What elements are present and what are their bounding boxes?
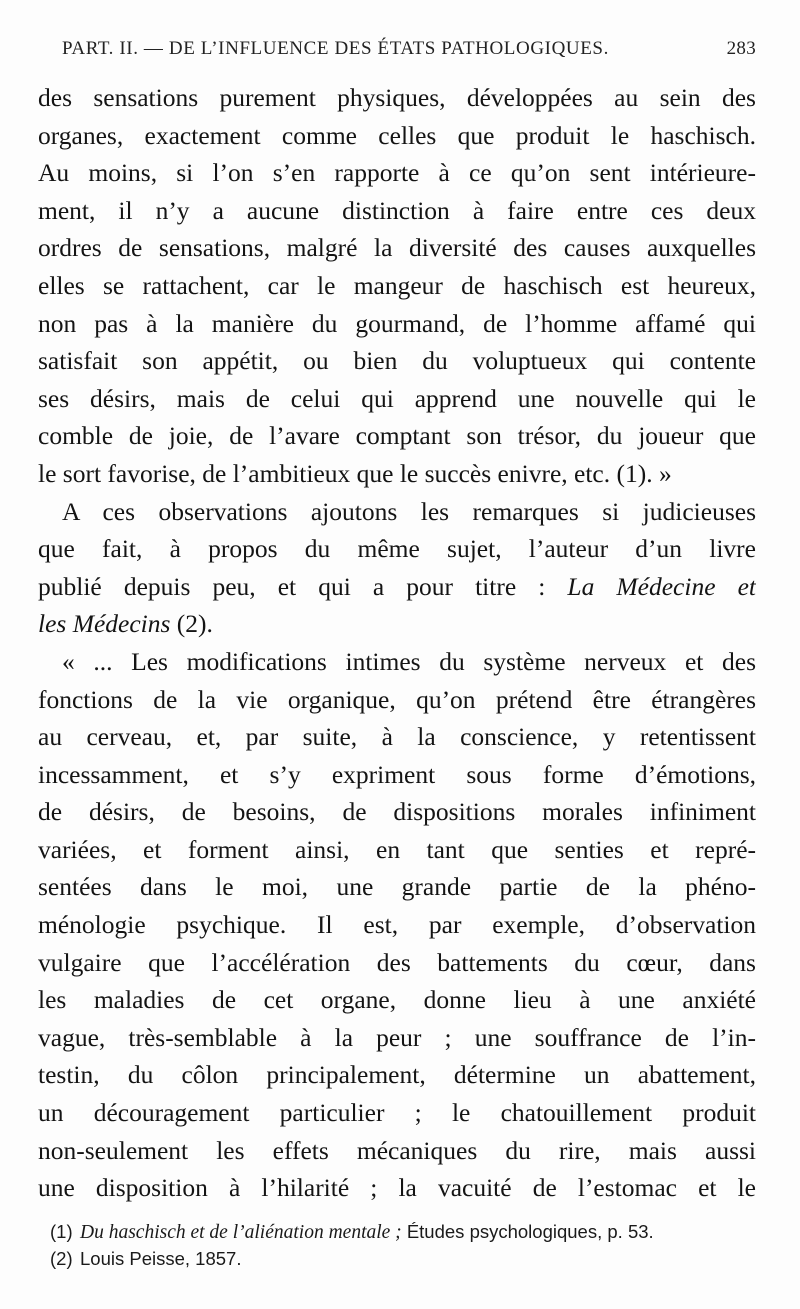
text-line: ménologie psychique. Il est, par exemple, d’observation <box>38 910 756 940</box>
text-line: comble de joie, de l’avare comptant son trésor, du joueur que <box>38 421 756 451</box>
footnotes <box>50 1218 756 1272</box>
text-line: ses désirs, mais de celui qui apprend une nouvelle qui le <box>38 383 756 413</box>
text-line: organes, exactement comme celles que produit le haschisch. <box>38 120 756 150</box>
footnote-work-title: Du haschisch et de l’aliénation mentale ; <box>80 1222 402 1243</box>
text-line: non pas à la manière du gourmand, de l’homme affamé qui <box>38 308 756 338</box>
text-span: publié depuis peu, et qui a pour titre : <box>38 571 568 601</box>
text-line: testin, du côlon principalement, détermine un abattement, <box>38 1060 756 1090</box>
text-line: une disposition à l’hilarité ; la vacuité de l’estomac et le <box>38 1173 756 1203</box>
text-line: ment, il n’y a aucune distinction à faire entre ces deux <box>38 195 756 225</box>
text-line: les maladies de cet organe, donne lieu à une anxiété <box>38 985 756 1015</box>
footnote-text: Louis Peisse, 1857. <box>80 1248 242 1269</box>
text-line: un découragement particulier ; le chatouillement produit <box>38 1098 756 1128</box>
page-number: 283 <box>726 38 756 59</box>
text-line: satisfait son appétit, ou bien du voluptueux qui contente <box>38 346 756 376</box>
text-line: vulgaire que l’accélération des battements du cœur, dans <box>38 947 756 977</box>
running-title: PART. II. — DE L’INFLUENCE DES ÉTATS PATHOLOGIQUES. <box>62 38 609 59</box>
text-line: ordres de sensations, malgré la diversité des causes auxquelles <box>38 233 756 263</box>
paragraph-start-line: A ces observations ajoutons les remarques si judicieuses <box>62 496 756 526</box>
text-line: au cerveau, et, par suite, à la conscience, y retentissent <box>38 722 756 752</box>
text-line <box>38 568 756 606</box>
text-line: fonctions de la vie organique, qu’on prétend être étrangères <box>38 684 756 714</box>
book-title-part-2: les Médecins <box>38 609 171 639</box>
text-line: que fait, à propos du même sujet, l’auteur d’un livre <box>38 534 756 564</box>
text-line <box>38 605 756 643</box>
text-line: sentées dans le moi, une grande partie de la phéno- <box>38 872 756 902</box>
body-text <box>38 79 756 1207</box>
text-line: Au moins, si l’on s’en rapporte à ce qu’on sent intérieure- <box>38 158 756 188</box>
footnote-marker: (1) <box>50 1221 73 1242</box>
quote-start-line: « ... Les modifications intimes du système nerveux et des <box>62 646 756 676</box>
footnote-2 <box>50 1245 756 1272</box>
text-line: variées, et forment ainsi, en tant que senties et repré- <box>38 834 756 864</box>
running-head <box>62 38 756 68</box>
text-line: des sensations purement physiques, développées au sein des <box>38 83 756 112</box>
text-line: de désirs, de besoins, de dispositions morales infiniment <box>38 797 756 827</box>
footnote-text: Études psychologiques, p. 53. <box>401 1221 654 1242</box>
text-line: le sort favorise, de l’ambitieux que le succès enivre, etc. (1). » <box>38 458 672 488</box>
text-line: incessamment, et s’y expriment sous forme d’émotions, <box>38 759 756 789</box>
text-line: elles se rattachent, car le mangeur de haschisch est heureux, <box>38 270 756 300</box>
footnote-marker: (2) <box>50 1248 73 1269</box>
text-line: non-seulement les effets mécaniques du rire, mais aussi <box>38 1135 756 1165</box>
text-span: (2). <box>170 609 213 639</box>
text-line: vague, très-semblable à la peur ; une souffrance de l’in- <box>38 1022 756 1052</box>
footnote-1 <box>50 1218 756 1245</box>
book-title-part-1: La Médecine et <box>567 571 756 601</box>
